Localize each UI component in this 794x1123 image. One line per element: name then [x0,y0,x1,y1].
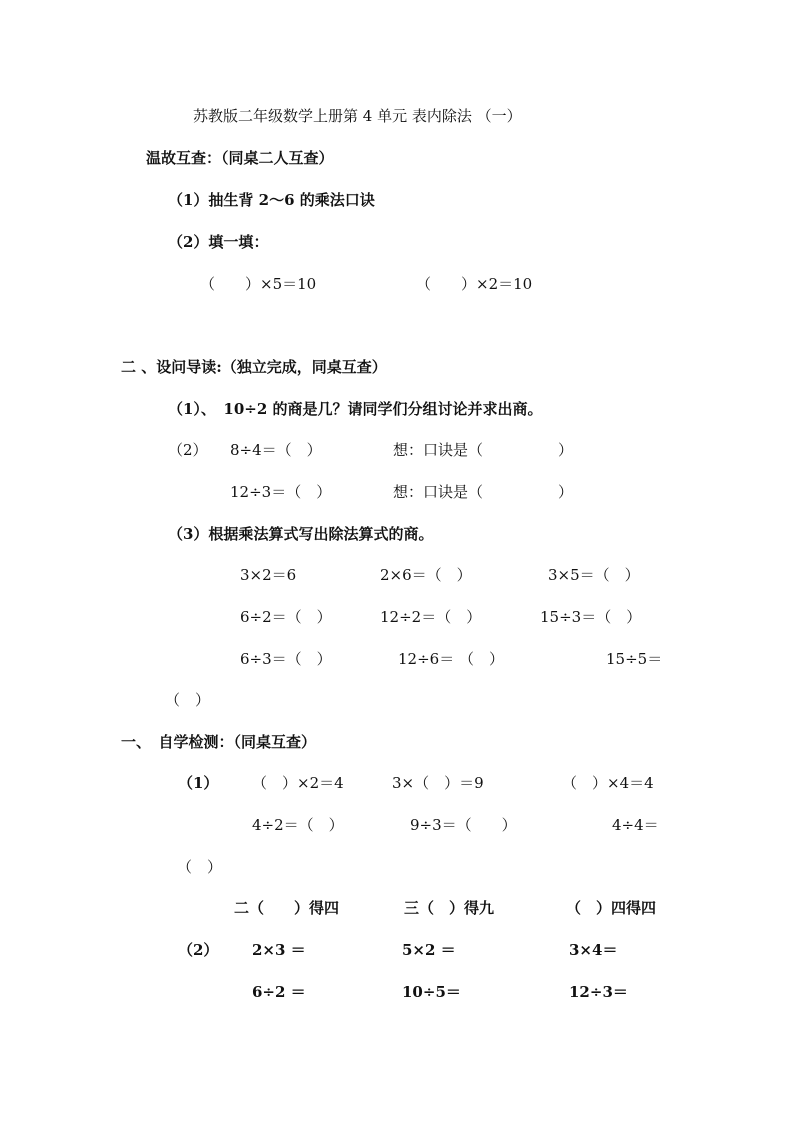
quotient-grid-cell: 12÷6＝ （ ） [398,650,504,668]
review-heading: 温故互查：（同桌二人互查） [146,149,334,167]
check-cell: 6÷2 ＝ [252,983,306,1001]
quotient-grid-cell: 3×2＝6 [240,566,297,584]
rhyme-cell: 二（ ）得四 [234,899,340,917]
review-item-2: （2）填一填： [168,233,269,251]
check-cell: 9÷3＝（ ） [410,816,517,834]
check-cell: 12÷3＝ [569,983,628,1001]
guide-question-2-expr-1: 8÷4＝（ ） [230,441,322,459]
fill-blank-2: （ ）×2＝10 [416,275,533,293]
guide-question-1: （1）、 10÷2 的商是几？请同学们分组讨论并求出商。 [168,400,543,418]
quotient-grid-wrap: （ ） [165,691,211,709]
review-item-1: （1）抽生背 2～6 的乘法口诀 [168,191,375,209]
check-cell: 3×4＝ [569,941,618,959]
quotient-grid-cell: 6÷3＝（ ） [240,650,332,668]
guide-question-2-expr-2: 12÷3＝（ ） [230,483,332,501]
quotient-grid-cell: 3×5＝（ ） [548,566,640,584]
guide-question-2-hint-1: 想：口诀是（ ） [393,441,574,459]
guide-question-2-hint-2: 想：口诀是（ ） [393,483,574,501]
quotient-grid-cell: 15÷5＝ [606,650,663,668]
check-cell: 4÷2＝（ ） [252,816,344,834]
guide-question-3: （3）根据乘法算式写出除法算式的商。 [168,525,434,543]
check-cell: 10÷5＝ [402,983,461,1001]
rhyme-cell: （ ）四得四 [566,899,657,917]
check-cell: 5×2 ＝ [402,941,456,959]
check-part-2-label: （2） [178,941,219,959]
page-title: 苏教版二年级数学上册第 4 单元 表内除法 （一） [193,107,522,125]
guide-question-2-label: （2） [168,441,208,459]
quotient-grid-cell: 15÷3＝（ ） [540,608,642,626]
guide-heading: 二 、设问导读:（独立完成，同桌互查） [121,358,387,376]
check-cell: 3×（ ）＝9 [392,774,484,792]
rhyme-cell: 三（ ）得九 [404,899,495,917]
fill-blank-1: （ ）×5＝10 [200,275,317,293]
check-cell: （ ）×2＝4 [252,774,344,792]
check-cell: 4÷4＝ [612,816,659,834]
quotient-grid-cell: 2×6＝（ ） [380,566,472,584]
check-part-1-wrap: （ ） [177,858,223,876]
check-cell: 2×3 ＝ [252,941,306,959]
check-part-1-label: （1） [178,774,219,792]
quotient-grid-cell: 12÷2＝（ ） [380,608,482,626]
check-cell: （ ）×4＝4 [562,774,654,792]
check-heading: 一、 自学检测：（同桌互查） [121,733,317,751]
quotient-grid-cell: 6÷2＝（ ） [240,608,332,626]
